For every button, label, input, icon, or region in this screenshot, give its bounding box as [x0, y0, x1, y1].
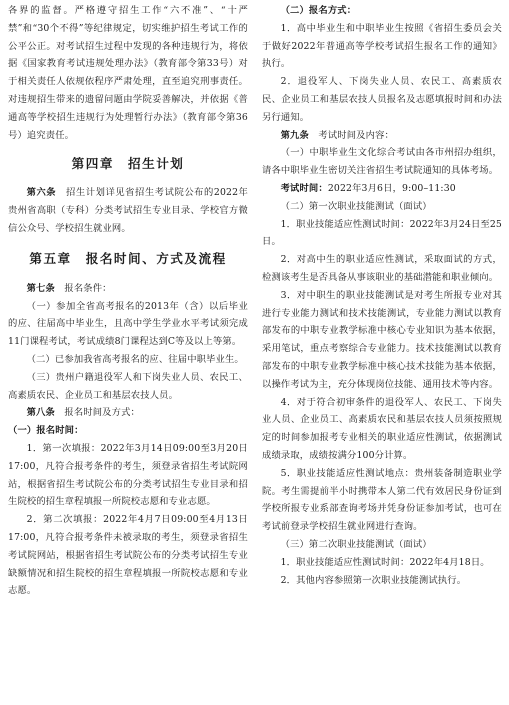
article-9-label: 第九条 [280, 129, 309, 141]
exam-1: （一）中职毕业生文化综合考试由各市州招办组织，请各中职毕业生密切关注省招生考试院通知的具体考场。 [262, 147, 502, 177]
registration-first: 1．第一次填报：2022年3月14日09:00至3月20日17:00，凡符合报考条件的考生，须登录省招生考试院网站，根据省招生考试院公布的分类考试招生专业目录和招生院校的招生章程填报一所院校志愿和专业志愿。 [8, 442, 248, 508]
article-7-label: 第七条 [26, 282, 55, 294]
right-column [262, 2, 502, 589]
article-7 [8, 280, 248, 298]
condition-1: （一）参加全省高考报名的2013年（含）以后毕业的应、往届高中毕业生，且高中学生学业水平考试须完成11门课程考试，考试成绩8门课程达到C等及以上等第。 [8, 300, 248, 348]
chapter-4-title: 第四章 招生计划 [71, 156, 185, 172]
skill-test-1-item-2: 2．对高中生的职业适应性测试，采取面试的方式，检测该考生是否具备从事该职业的基础潜能和职业倾向。 [262, 254, 502, 283]
article-6-text: 招生计划详见省招生考试院公布的2022年贵州省高职（专科）分类考试招生专业目录、学校官方微信公众号、学校招生就业网。 [8, 187, 249, 234]
skill-test-1-item-5: 5．职业技能适应性测试地点：贵州装备制造职业学院。考生需提前半小时携带本人第二代有效居民身份证到学校所报专业系部查询考场并凭身份证参加考试，也可在考试前登录学校招生就业网进行查询。 [262, 467, 502, 533]
article-6-label: 第六条 [26, 187, 57, 199]
registration-method-heading: （二）报名方式： [280, 5, 357, 16]
discipline-paragraph: 各界的监督。严格遵守招生工作“六不准”、“十严禁”和“30个不得”等纪律规定，切实维护招生考试工作的公平公正。对考试招生过程中发现的各种违规行为，将依据《国家教育考试违规处理办法》（教育部令第33号）对于相关责任人依规依程序严肃处理，直至追究刑事责任。对违规招生带来的遗留问题由学院妥善解决，并依据《普通高等学校招生违规行为处理暂行办法》（教育部令第36号）追究责任。 [8, 5, 248, 141]
condition-2: （二）已参加我省高考报名的应、往届中职毕业生。 [26, 353, 244, 365]
article-8-text: 报名时间及方式： [54, 407, 140, 419]
skill-test-1-item-3: 3．对中职生的职业技能测试是对考生所报专业对其进行专业能力测试和技术技能测试，专业能力测试以教育部发布的中职专业教学标准中核心专业知识为基本依据，采用笔试，重点考察综合专业能力。技术技能测试以教育部发布的中职专业教学标准中核心技术技能为基本依据，以操作考试为主，充分体现岗位技能、通用技术等内容。 [262, 289, 502, 390]
article-8-label: 第八条 [26, 407, 55, 419]
chapter-5-title: 第五章 报名时间、方式及流程 [29, 250, 227, 266]
skill-test-1-item-4: 4．对于符合初审条件的退役军人、农民工、下岗失业人员、企业员工、高素质农民和基层农技人员须按照规定的时间参加报考专业相关的职业适应性测试，依据测试成绩录取，成绩按满分100分计算。 [262, 396, 502, 461]
skill-test-1-item-1: 1．职业技能适应性测试时间：2022年3月24日至25日。 [262, 218, 502, 248]
exam-time-label: 考试时间： [280, 182, 328, 194]
registration-time-heading: （一）报名时间： [8, 425, 84, 437]
skill-test-2-item-2: 2．其他内容参照第一次职业技能测试执行。 [280, 574, 467, 586]
skill-test-1-heading: （二）第一次职业技能测试（面试） [280, 200, 432, 212]
article-7-text: 报名条件： [54, 282, 112, 294]
article-6 [8, 184, 248, 237]
method-2: 2．退役军人、下岗失业人员、农民工、高素质农民、企业员工和基层农技人员报名及志愿填报时间和办法另行通知。 [262, 76, 502, 123]
exam-time [262, 180, 502, 198]
exam-time-value: 2022年3月6日，9:00–11:30 [327, 182, 456, 194]
article-9-text: 考试时间及内容： [308, 129, 394, 141]
registration-second: 2．第二次填报：2022年4月7日09:00至4月13日17:00，凡符合报考条件未被录取的考生，须登录省招生考试院网站，根据省招生考试院公布的分类考试招生专业缺额情况和招生院校的招生章程填报一所院校志愿和专业志愿。 [8, 514, 248, 597]
article-8 [8, 404, 248, 422]
skill-test-2-item-1: 1．职业技能适应性测试时间：2022年4月18日。 [280, 556, 490, 568]
method-1: 1．高中毕业生和中职毕业生按照《省招生委员会关于做好2022年普通高等学校考试招生报名工作的通知》执行。 [262, 22, 502, 70]
article-9 [262, 127, 502, 145]
left-column [8, 2, 248, 600]
condition-3: （三）贵州户籍退役军人和下岗失业人员、农民工、高素质农民、企业员工和基层农技人员。 [8, 371, 248, 401]
skill-test-2-heading: （三）第二次职业技能测试（面试） [280, 538, 432, 550]
